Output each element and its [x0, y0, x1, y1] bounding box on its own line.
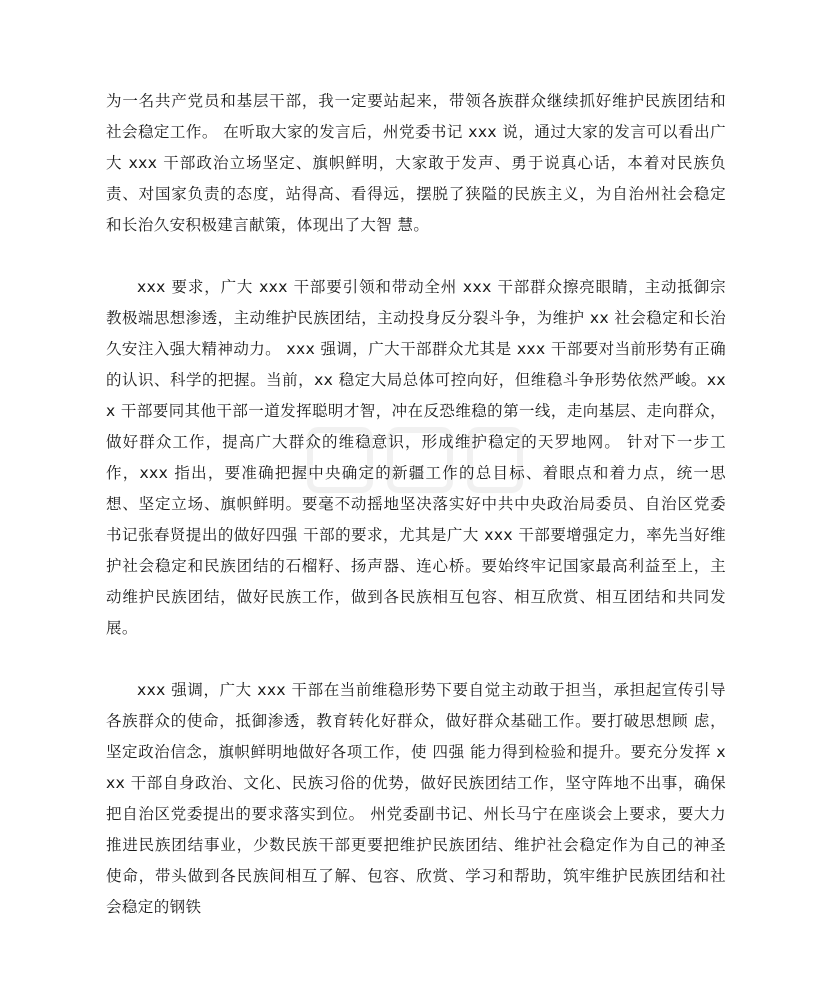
- document-body: [106, 86, 726, 923]
- paragraph-2: xxx 要求，广大 xxx 干部要引领和带动全州 xxx 干部群众擦亮眼睛，主动抵御宗教极端思想渗透，主动维护民族团结，主动投身反分裂斗争，为维护 xx 社会稳定和长治久安注入强大精神动力。 xxx 强调，广大干部群众尤其是 xxx 干部要对当前形势有正确的认识、科学的把握。当前，xx 稳定大局总体可控向好，但维稳斗争形势依然严峻。xxx 干部要同其他干部一道发挥聪明才智，冲在反恐维稳的第一线，走向基层、走向群众，做好群众工作，提高广大群众的维稳意识，形成维护稳定的天罗地网。 针对下一步工作，xxx 指出，要准确把握中央确定的新疆工作的总目标、着眼点和着力点，统一思想、坚定立场、旗帜鲜明。要毫不动摇地坚决落实好中共中央政治局委员、自治区党委书记张春贤提出的做好四强 干部的要求，尤其是广大 xxx 干部要增强定力，率先当好维护社会稳定和民族团结的石榴籽、扬声器、连心桥。要始终牢记国家最高利益至上，主动维护民族团结，做好民族工作，做到各民族相互包容、相互欣赏、相互团结和共同发展。: [106, 278, 726, 637]
- paragraph-3: xxx 强调，广大 xxx 干部在当前维稳形势下要自觉主动敢于担当，承担起宣传引导各族群众的使命，抵御渗透，教育转化好群众，做好群众基础工作。要打破思想顾 虑，坚定政治信念，旗帜鲜明地做好各项工作，使 四强 能力得到检验和提升。要充分发挥 xxx 干部自身政治、文化、民族习俗的优势，做好民族团结工作，坚守阵地不出事，确保把自治区党委提出的要求落实到位。 州党委副书记、州长马宁在座谈会上要求，要大力推进民族团结事业，少数民族干部更要把维护民族团结、维护社会稳定作为自己的神圣使命，带头做到各民族间相互了解、包容、欣赏、学习和帮助，筑牢维护民族团结和社会稳定的钢铁: [106, 681, 726, 916]
- paragraph-1: 为一名共产党员和基层干部，我一定要站起来，带领各族群众继续抓好维护民族团结和社会稳定工作。 在听取大家的发言后，州党委书记 xxx 说，通过大家的发言可以看出广大 xxx 干部政治立场坚定、旗帜鲜明，大家敢于发声、勇于说真心话，本着对民族负责、对国家负责的态度，站得高、看得远，摆脱了狭隘的民族主义，为自治州社会稳定和长治久安积极建言献策，体现出了大智 慧。: [106, 92, 726, 234]
